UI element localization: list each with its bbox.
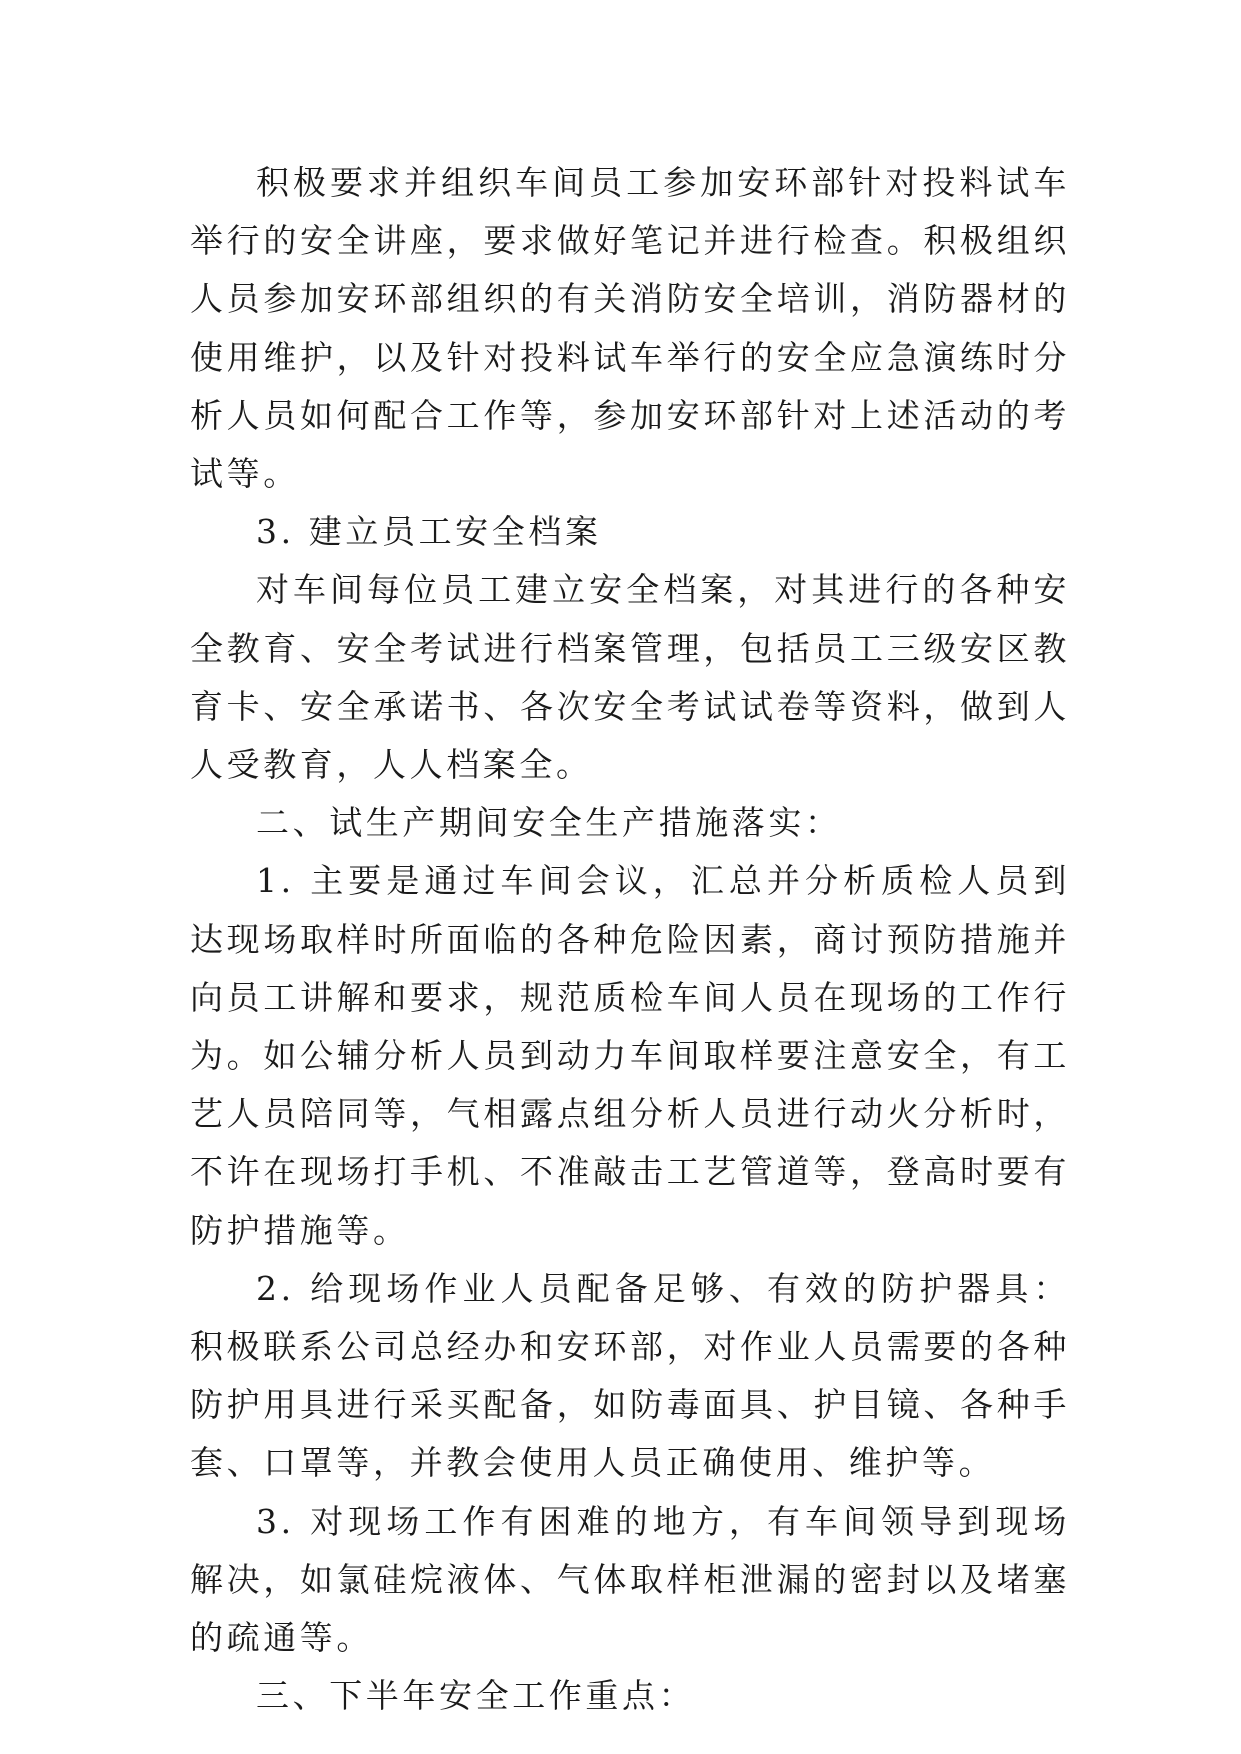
paragraph-protective-equipment: 2. 给现场作业人员配备足够、有效的防护器具：积极联系公司总经办和安环部，对作业人员需要的各种防护用具进行采买配备，如防毒面具、护目镜、各种手套、口罩等，并教会使用人员正确使用、维护等。: [190, 1268, 1070, 1483]
heading-safety-archives: 3. 建立员工安全档案: [256, 512, 602, 552]
paragraph-safety-archives: 对车间每位员工建立安全档案，对其进行的各种安全教育、安全考试进行档案管理，包括员工三级安区教育卡、安全承诺书、各次安全考试试卷等资料，做到人人受教育，人人档案全。: [190, 570, 1070, 785]
document-body: [190, 154, 1070, 1725]
section-heading-trial-production: 二、试生产期间安全生产措施落实：: [256, 803, 842, 843]
section-heading-second-half-focus: 三、下半年安全工作重点：: [256, 1676, 696, 1716]
paragraph-onsite-difficulties: 3. 对现场工作有困难的地方，有车间领导到现场解决，如氯硅烷液体、气体取样柜泄漏的密封以及堵塞的疏通等。: [190, 1501, 1070, 1658]
paragraph-safety-training: 积极要求并组织车间员工参加安环部针对投料试车举行的安全讲座，要求做好笔记并进行检查。积极组织人员参加安环部组织的有关消防安全培训，消防器材的使用维护，以及针对投料试车举行的安全应急演练时分析人员如何配合工作等，参加安环部针对上述活动的考试等。: [190, 163, 1070, 494]
paragraph-workshop-meetings: 1. 主要是通过车间会议，汇总并分析质检人员到达现场取样时所面临的各种危险因素，商讨预防措施并向员工讲解和要求，规范质检车间人员在现场的工作行为。如公辅分析人员到动力车间取样要注意安全，有工艺人员陪同等，气相露点组分析人员进行动火分析时，不许在现场打手机、不准敲击工艺管道等，登高时要有防护措施等。: [190, 861, 1070, 1250]
